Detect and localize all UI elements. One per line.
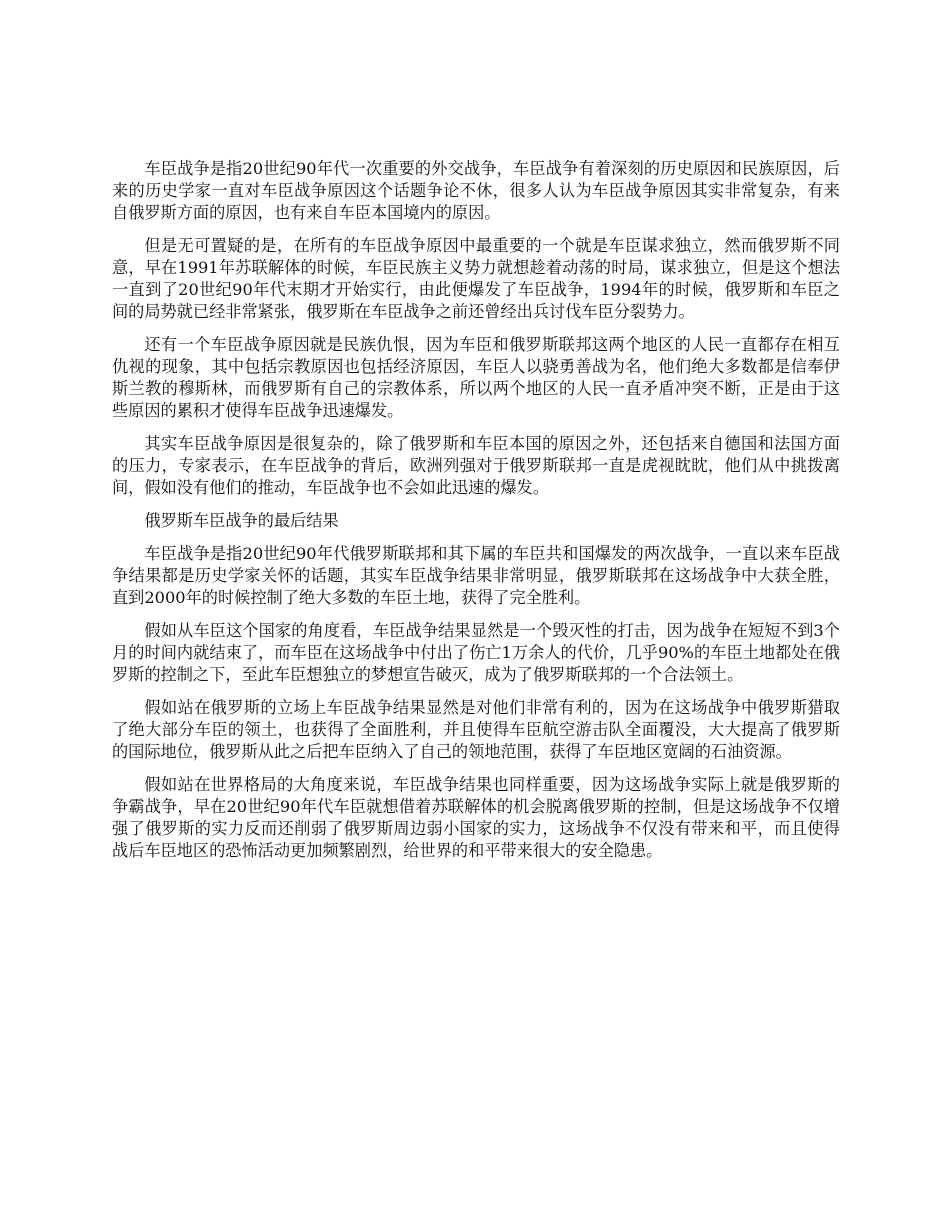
paragraph-foreign-pressure: 其实车臣战争原因是很复杂的，除了俄罗斯和车臣本国的原因之外，还包括来自德国和法国方面的压力，专家表示，在车臣战争的背后，欧洲列强对于俄罗斯联邦一直是虎视眈眈，他们从中挑拨离间，假如没有他们的推动，车臣战争也不会如此迅速的爆发。 — [112, 434, 840, 497]
section-heading-results: 俄罗斯车臣战争的最后结果 — [144, 511, 339, 530]
paragraph-results-intro: 车臣战争是指20世纪90年代俄罗斯联邦和其下属的车臣共和国爆发的两次战争，一直以来车臣战争结果都是历史学家关怀的话题，其实车臣战争结果非常明显，俄罗斯联邦在这场战争中大获全胜，直到2000年的时候控制了绝大多数的车臣土地，获得了完全胜利。 — [112, 544, 840, 607]
document-body — [112, 158, 840, 873]
paragraph-ethnic-hatred: 还有一个车臣战争原因就是民族仇恨，因为车臣和俄罗斯联邦这两个地区的人民一直都存在相互仇视的现象，其中包括宗教原因也包括经济原因，车臣人以骁勇善战为名，他们绝大多数都是信奉伊斯兰教的穆斯林，而俄罗斯有自己的宗教体系，所以两个地区的人民一直矛盾冲突不断，正是由于这些原因的累积才使得车臣战争迅速爆发。 — [112, 335, 840, 420]
paragraph-chechen-perspective: 假如从车臣这个国家的角度看，车臣战争结果显然是一个毁灭性的打击，因为战争在短短不到3个月的时间内就结束了，而车臣在这场战争中付出了伤亡1万余人的代价，几乎90%的车臣土地都处在俄罗斯的控制之下，至此车臣想独立的梦想宣告破灭，成为了俄罗斯联邦的一个合法领土。 — [112, 621, 840, 684]
paragraph-causes-intro: 车臣战争是指20世纪90年代一次重要的外交战争，车臣战争有着深刻的历史原因和民族原因，后来的历史学家一直对车臣战争原因这个话题争论不休，很多人认为车臣战争原因其实非常复杂，有来自俄罗斯方面的原因，也有来自车臣本国境内的原因。 — [112, 159, 840, 222]
paragraph-independence: 但是无可置疑的是，在所有的车臣战争原因中最重要的一个就是车臣谋求独立，然而俄罗斯不同意，早在1991年苏联解体的时候，车臣民族主义势力就想趁着动荡的时局，谋求独立，但是这个想法一直到了20世纪90年代末期才开始实行，由此便爆发了车臣战争，1994年的时候，俄罗斯和车臣之间的局势就已经非常紧张，俄罗斯在车臣战争之前还曾经出兵讨伐车臣分裂势力。 — [112, 236, 840, 321]
paragraph-world-perspective: 假如站在世界格局的大角度来说，车臣战争结果也同样重要，因为这场战争实际上就是俄罗斯的争霸战争，早在20世纪90年代车臣就想借着苏联解体的机会脱离俄罗斯的控制，但是这场战争不仅增强了俄罗斯的实力反而还削弱了俄罗斯周边弱小国家的实力，这场战争不仅没有带来和平，而且使得战后车臣地区的恐怖活动更加频繁剧烈，给世界的和平带来很大的安全隐患。 — [112, 775, 840, 860]
paragraph-russian-perspective: 假如站在俄罗斯的立场上车臣战争结果显然是对他们非常有利的，因为在这场战争中俄罗斯猎取了绝大部分车臣的领土，也获得了全面胜利，并且使得车臣航空游击队全面覆没，大大提高了俄罗斯的国际地位，俄罗斯从此之后把车臣纳入了自己的领地范围，获得了车臣地区宽阔的石油资源。 — [112, 698, 840, 761]
